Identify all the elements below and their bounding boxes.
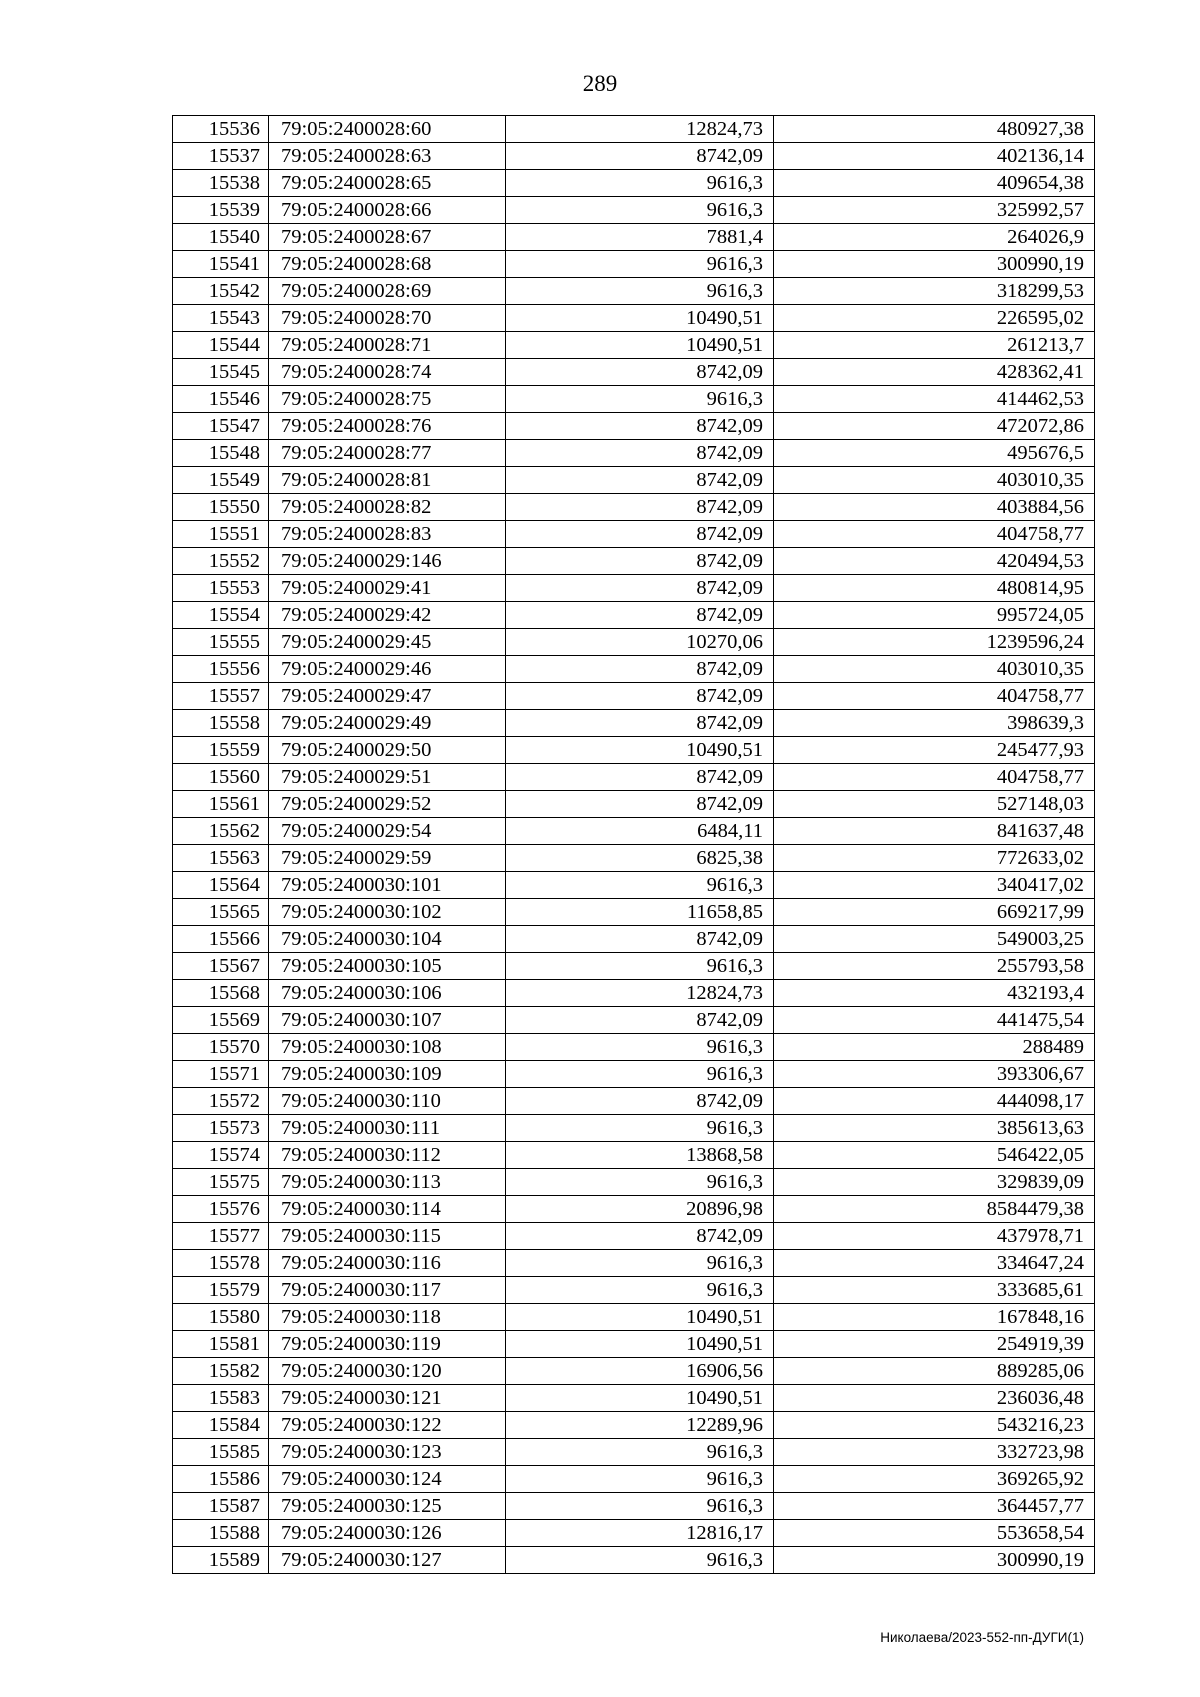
table-row: [173, 1088, 1095, 1115]
table-body: [173, 116, 1095, 1574]
value-cell: 13868,58: [506, 1142, 774, 1169]
row-number-cell: 15576: [173, 1196, 269, 1223]
value-cell: 10490,51: [506, 305, 774, 332]
table-row: [173, 1520, 1095, 1547]
row-number-cell: 15578: [173, 1250, 269, 1277]
value-cell: 8742,09: [506, 656, 774, 683]
amount-cell: 480927,38: [774, 116, 1095, 143]
table-row: [173, 1331, 1095, 1358]
amount-cell: 841637,48: [774, 818, 1095, 845]
table-row: [173, 872, 1095, 899]
cadastral-number-cell: 79:05:2400028:69: [269, 278, 506, 305]
cadastral-number-cell: 79:05:2400028:81: [269, 467, 506, 494]
amount-cell: 264026,9: [774, 224, 1095, 251]
row-number-cell: 15549: [173, 467, 269, 494]
row-number-cell: 15561: [173, 791, 269, 818]
table-row: [173, 332, 1095, 359]
table-row: [173, 629, 1095, 656]
row-number-cell: 15572: [173, 1088, 269, 1115]
value-cell: 8742,09: [506, 143, 774, 170]
cadastral-number-cell: 79:05:2400030:114: [269, 1196, 506, 1223]
value-cell: 10490,51: [506, 737, 774, 764]
cadastral-number-cell: 79:05:2400030:115: [269, 1223, 506, 1250]
table-row: [173, 386, 1095, 413]
table-row: [173, 575, 1095, 602]
row-number-cell: 15554: [173, 602, 269, 629]
value-cell: 12824,73: [506, 116, 774, 143]
value-cell: 8742,09: [506, 440, 774, 467]
row-number-cell: 15536: [173, 116, 269, 143]
amount-cell: 402136,14: [774, 143, 1095, 170]
cadastral-number-cell: 79:05:2400029:59: [269, 845, 506, 872]
amount-cell: 340417,02: [774, 872, 1095, 899]
row-number-cell: 15567: [173, 953, 269, 980]
value-cell: 8742,09: [506, 413, 774, 440]
amount-cell: 444098,17: [774, 1088, 1095, 1115]
cadastral-number-cell: 79:05:2400030:112: [269, 1142, 506, 1169]
value-cell: 9616,3: [506, 953, 774, 980]
document-footer: Николаева/2023-552-пп-ДУГИ(1): [880, 1630, 1084, 1645]
cadastral-number-cell: 79:05:2400030:113: [269, 1169, 506, 1196]
amount-cell: 889285,06: [774, 1358, 1095, 1385]
cadastral-number-cell: 79:05:2400029:47: [269, 683, 506, 710]
cadastral-number-cell: 79:05:2400029:51: [269, 764, 506, 791]
table-row: [173, 1547, 1095, 1574]
value-cell: 7881,4: [506, 224, 774, 251]
amount-cell: 432193,4: [774, 980, 1095, 1007]
value-cell: 9616,3: [506, 1547, 774, 1574]
table-row: [173, 1439, 1095, 1466]
row-number-cell: 15557: [173, 683, 269, 710]
amount-cell: 364457,77: [774, 1493, 1095, 1520]
row-number-cell: 15582: [173, 1358, 269, 1385]
row-number-cell: 15580: [173, 1304, 269, 1331]
cadastral-number-cell: 79:05:2400030:125: [269, 1493, 506, 1520]
row-number-cell: 15579: [173, 1277, 269, 1304]
cadastral-number-cell: 79:05:2400030:116: [269, 1250, 506, 1277]
cadastral-number-cell: 79:05:2400030:121: [269, 1385, 506, 1412]
row-number-cell: 15539: [173, 197, 269, 224]
table-row: [173, 1304, 1095, 1331]
amount-cell: 403010,35: [774, 467, 1095, 494]
value-cell: 8742,09: [506, 926, 774, 953]
value-cell: 8742,09: [506, 683, 774, 710]
value-cell: 8742,09: [506, 791, 774, 818]
value-cell: 9616,3: [506, 1493, 774, 1520]
table-row: [173, 278, 1095, 305]
cadastral-number-cell: 79:05:2400030:126: [269, 1520, 506, 1547]
amount-cell: 772633,02: [774, 845, 1095, 872]
cadastral-number-cell: 79:05:2400030:106: [269, 980, 506, 1007]
table-row: [173, 602, 1095, 629]
table-row: [173, 764, 1095, 791]
amount-cell: 254919,39: [774, 1331, 1095, 1358]
cadastral-number-cell: 79:05:2400030:104: [269, 926, 506, 953]
cadastral-number-cell: 79:05:2400028:71: [269, 332, 506, 359]
amount-cell: 332723,98: [774, 1439, 1095, 1466]
cadastral-number-cell: 79:05:2400028:65: [269, 170, 506, 197]
amount-cell: 261213,7: [774, 332, 1095, 359]
table-row: [173, 926, 1095, 953]
cadastral-number-cell: 79:05:2400030:118: [269, 1304, 506, 1331]
row-number-cell: 15546: [173, 386, 269, 413]
cadastral-number-cell: 79:05:2400029:54: [269, 818, 506, 845]
table-row: [173, 116, 1095, 143]
amount-cell: 369265,92: [774, 1466, 1095, 1493]
cadastral-number-cell: 79:05:2400030:122: [269, 1412, 506, 1439]
value-cell: 8742,09: [506, 764, 774, 791]
row-number-cell: 15542: [173, 278, 269, 305]
value-cell: 9616,3: [506, 278, 774, 305]
value-cell: 9616,3: [506, 386, 774, 413]
amount-cell: 404758,77: [774, 683, 1095, 710]
row-number-cell: 15575: [173, 1169, 269, 1196]
row-number-cell: 15541: [173, 251, 269, 278]
cadastral-number-cell: 79:05:2400030:123: [269, 1439, 506, 1466]
value-cell: 8742,09: [506, 1007, 774, 1034]
row-number-cell: 15564: [173, 872, 269, 899]
row-number-cell: 15543: [173, 305, 269, 332]
cadastral-number-cell: 79:05:2400029:49: [269, 710, 506, 737]
value-cell: 8742,09: [506, 1223, 774, 1250]
cadastral-number-cell: 79:05:2400029:42: [269, 602, 506, 629]
value-cell: 8742,09: [506, 494, 774, 521]
row-number-cell: 15562: [173, 818, 269, 845]
table-row: [173, 1412, 1095, 1439]
table-row: [173, 467, 1095, 494]
amount-cell: 318299,53: [774, 278, 1095, 305]
value-cell: 10490,51: [506, 1331, 774, 1358]
amount-cell: 398639,3: [774, 710, 1095, 737]
value-cell: 6484,11: [506, 818, 774, 845]
row-number-cell: 15574: [173, 1142, 269, 1169]
row-number-cell: 15552: [173, 548, 269, 575]
row-number-cell: 15583: [173, 1385, 269, 1412]
row-number-cell: 15540: [173, 224, 269, 251]
row-number-cell: 15573: [173, 1115, 269, 1142]
amount-cell: 393306,67: [774, 1061, 1095, 1088]
table-row: [173, 1358, 1095, 1385]
cadastral-number-cell: 79:05:2400028:68: [269, 251, 506, 278]
row-number-cell: 15547: [173, 413, 269, 440]
table-row: [173, 305, 1095, 332]
row-number-cell: 15565: [173, 899, 269, 926]
table-row: [173, 1034, 1095, 1061]
amount-cell: 300990,19: [774, 1547, 1095, 1574]
table-row: [173, 818, 1095, 845]
amount-cell: 300990,19: [774, 251, 1095, 278]
value-cell: 9616,3: [506, 1115, 774, 1142]
value-cell: 9616,3: [506, 197, 774, 224]
cadastral-number-cell: 79:05:2400030:102: [269, 899, 506, 926]
cadastral-number-cell: 79:05:2400030:108: [269, 1034, 506, 1061]
table-row: [173, 1385, 1095, 1412]
table-row: [173, 413, 1095, 440]
row-number-cell: 15548: [173, 440, 269, 467]
amount-cell: 441475,54: [774, 1007, 1095, 1034]
row-number-cell: 15566: [173, 926, 269, 953]
value-cell: 8742,09: [506, 359, 774, 386]
table-row: [173, 224, 1095, 251]
row-number-cell: 15563: [173, 845, 269, 872]
table-row: [173, 440, 1095, 467]
row-number-cell: 15538: [173, 170, 269, 197]
amount-cell: 255793,58: [774, 953, 1095, 980]
table-row: [173, 845, 1095, 872]
row-number-cell: 15545: [173, 359, 269, 386]
table-row: [173, 170, 1095, 197]
row-number-cell: 15560: [173, 764, 269, 791]
value-cell: 10490,51: [506, 1304, 774, 1331]
table-row: [173, 791, 1095, 818]
amount-cell: 404758,77: [774, 521, 1095, 548]
amount-cell: 1239596,24: [774, 629, 1095, 656]
amount-cell: 527148,03: [774, 791, 1095, 818]
row-number-cell: 15577: [173, 1223, 269, 1250]
cadastral-number-cell: 79:05:2400029:50: [269, 737, 506, 764]
row-number-cell: 15586: [173, 1466, 269, 1493]
amount-cell: 543216,23: [774, 1412, 1095, 1439]
amount-cell: 329839,09: [774, 1169, 1095, 1196]
value-cell: 8742,09: [506, 521, 774, 548]
table-row: [173, 1196, 1095, 1223]
cadastral-number-cell: 79:05:2400029:45: [269, 629, 506, 656]
table-row: [173, 1169, 1095, 1196]
row-number-cell: 15585: [173, 1439, 269, 1466]
row-number-cell: 15556: [173, 656, 269, 683]
table-row: [173, 548, 1095, 575]
value-cell: 9616,3: [506, 1277, 774, 1304]
cadastral-number-cell: 79:05:2400028:82: [269, 494, 506, 521]
cadastral-number-cell: 79:05:2400028:60: [269, 116, 506, 143]
amount-cell: 414462,53: [774, 386, 1095, 413]
cadastral-number-cell: 79:05:2400028:76: [269, 413, 506, 440]
value-cell: 6825,38: [506, 845, 774, 872]
amount-cell: 472072,86: [774, 413, 1095, 440]
table-row: [173, 1250, 1095, 1277]
row-number-cell: 15581: [173, 1331, 269, 1358]
amount-cell: 385613,63: [774, 1115, 1095, 1142]
table-row: [173, 737, 1095, 764]
value-cell: 16906,56: [506, 1358, 774, 1385]
table-row: [173, 953, 1095, 980]
row-number-cell: 15544: [173, 332, 269, 359]
amount-cell: 8584479,38: [774, 1196, 1095, 1223]
value-cell: 9616,3: [506, 1466, 774, 1493]
amount-cell: 288489: [774, 1034, 1095, 1061]
row-number-cell: 15569: [173, 1007, 269, 1034]
cadastral-number-cell: 79:05:2400030:107: [269, 1007, 506, 1034]
amount-cell: 420494,53: [774, 548, 1095, 575]
amount-cell: 480814,95: [774, 575, 1095, 602]
cadastral-number-cell: 79:05:2400028:74: [269, 359, 506, 386]
amount-cell: 325992,57: [774, 197, 1095, 224]
table-row: [173, 1142, 1095, 1169]
row-number-cell: 15570: [173, 1034, 269, 1061]
cadastral-number-cell: 79:05:2400028:70: [269, 305, 506, 332]
value-cell: 9616,3: [506, 1169, 774, 1196]
value-cell: 9616,3: [506, 872, 774, 899]
cadastral-number-cell: 79:05:2400030:105: [269, 953, 506, 980]
amount-cell: 553658,54: [774, 1520, 1095, 1547]
cadastral-number-cell: 79:05:2400030:109: [269, 1061, 506, 1088]
value-cell: 8742,09: [506, 467, 774, 494]
cadastral-number-cell: 79:05:2400030:111: [269, 1115, 506, 1142]
cadastral-number-cell: 79:05:2400030:110: [269, 1088, 506, 1115]
cadastral-number-cell: 79:05:2400030:120: [269, 1358, 506, 1385]
cadastral-number-cell: 79:05:2400028:77: [269, 440, 506, 467]
value-cell: 8742,09: [506, 710, 774, 737]
row-number-cell: 15553: [173, 575, 269, 602]
table-row: [173, 1061, 1095, 1088]
table-row: [173, 710, 1095, 737]
table-row: [173, 683, 1095, 710]
amount-cell: 428362,41: [774, 359, 1095, 386]
amount-cell: 669217,99: [774, 899, 1095, 926]
value-cell: 9616,3: [506, 251, 774, 278]
amount-cell: 409654,38: [774, 170, 1095, 197]
table-row: [173, 1466, 1095, 1493]
amount-cell: 403884,56: [774, 494, 1095, 521]
row-number-cell: 15559: [173, 737, 269, 764]
cadastral-number-cell: 79:05:2400030:101: [269, 872, 506, 899]
cadastral-number-cell: 79:05:2400028:66: [269, 197, 506, 224]
row-number-cell: 15588: [173, 1520, 269, 1547]
amount-cell: 245477,93: [774, 737, 1095, 764]
cadastral-number-cell: 79:05:2400030:119: [269, 1331, 506, 1358]
cadastral-number-cell: 79:05:2400028:63: [269, 143, 506, 170]
value-cell: 10270,06: [506, 629, 774, 656]
table-row: [173, 197, 1095, 224]
cadastral-number-cell: 79:05:2400029:41: [269, 575, 506, 602]
amount-cell: 549003,25: [774, 926, 1095, 953]
value-cell: 12824,73: [506, 980, 774, 1007]
amount-cell: 226595,02: [774, 305, 1095, 332]
row-number-cell: 15558: [173, 710, 269, 737]
cadastral-table: [172, 115, 1095, 1574]
table-row: [173, 359, 1095, 386]
amount-cell: 334647,24: [774, 1250, 1095, 1277]
table-row: [173, 899, 1095, 926]
amount-cell: 403010,35: [774, 656, 1095, 683]
row-number-cell: 15584: [173, 1412, 269, 1439]
value-cell: 8742,09: [506, 1088, 774, 1115]
cadastral-number-cell: 79:05:2400030:124: [269, 1466, 506, 1493]
value-cell: 11658,85: [506, 899, 774, 926]
amount-cell: 995724,05: [774, 602, 1095, 629]
cadastral-number-cell: 79:05:2400029:146: [269, 548, 506, 575]
table-row: [173, 494, 1095, 521]
table-row: [173, 251, 1095, 278]
table-row: [173, 656, 1095, 683]
table-row: [173, 980, 1095, 1007]
table-row: [173, 143, 1095, 170]
page-number: 289: [582, 71, 618, 96]
row-number-cell: 15551: [173, 521, 269, 548]
value-cell: 8742,09: [506, 575, 774, 602]
row-number-cell: 15568: [173, 980, 269, 1007]
row-number-cell: 15571: [173, 1061, 269, 1088]
table-row: [173, 1277, 1095, 1304]
value-cell: 20896,98: [506, 1196, 774, 1223]
cadastral-number-cell: 79:05:2400028:75: [269, 386, 506, 413]
row-number-cell: 15550: [173, 494, 269, 521]
table-row: [173, 1223, 1095, 1250]
value-cell: 9616,3: [506, 1034, 774, 1061]
value-cell: 8742,09: [506, 548, 774, 575]
row-number-cell: 15555: [173, 629, 269, 656]
value-cell: 8742,09: [506, 602, 774, 629]
table-row: [173, 1493, 1095, 1520]
cadastral-number-cell: 79:05:2400030:117: [269, 1277, 506, 1304]
table-row: [173, 1115, 1095, 1142]
value-cell: 10490,51: [506, 332, 774, 359]
amount-cell: 167848,16: [774, 1304, 1095, 1331]
table-row: [173, 1007, 1095, 1034]
value-cell: 9616,3: [506, 1061, 774, 1088]
value-cell: 12816,17: [506, 1520, 774, 1547]
amount-cell: 495676,5: [774, 440, 1095, 467]
row-number-cell: 15587: [173, 1493, 269, 1520]
amount-cell: 437978,71: [774, 1223, 1095, 1250]
row-number-cell: 15537: [173, 143, 269, 170]
cadastral-number-cell: 79:05:2400029:52: [269, 791, 506, 818]
row-number-cell: 15589: [173, 1547, 269, 1574]
table-row: [173, 521, 1095, 548]
value-cell: 9616,3: [506, 170, 774, 197]
cadastral-number-cell: 79:05:2400030:127: [269, 1547, 506, 1574]
value-cell: 10490,51: [506, 1385, 774, 1412]
cadastral-number-cell: 79:05:2400028:67: [269, 224, 506, 251]
cadastral-number-cell: 79:05:2400029:46: [269, 656, 506, 683]
cadastral-number-cell: 79:05:2400028:83: [269, 521, 506, 548]
value-cell: 12289,96: [506, 1412, 774, 1439]
value-cell: 9616,3: [506, 1250, 774, 1277]
value-cell: 9616,3: [506, 1439, 774, 1466]
amount-cell: 333685,61: [774, 1277, 1095, 1304]
amount-cell: 236036,48: [774, 1385, 1095, 1412]
amount-cell: 404758,77: [774, 764, 1095, 791]
amount-cell: 546422,05: [774, 1142, 1095, 1169]
